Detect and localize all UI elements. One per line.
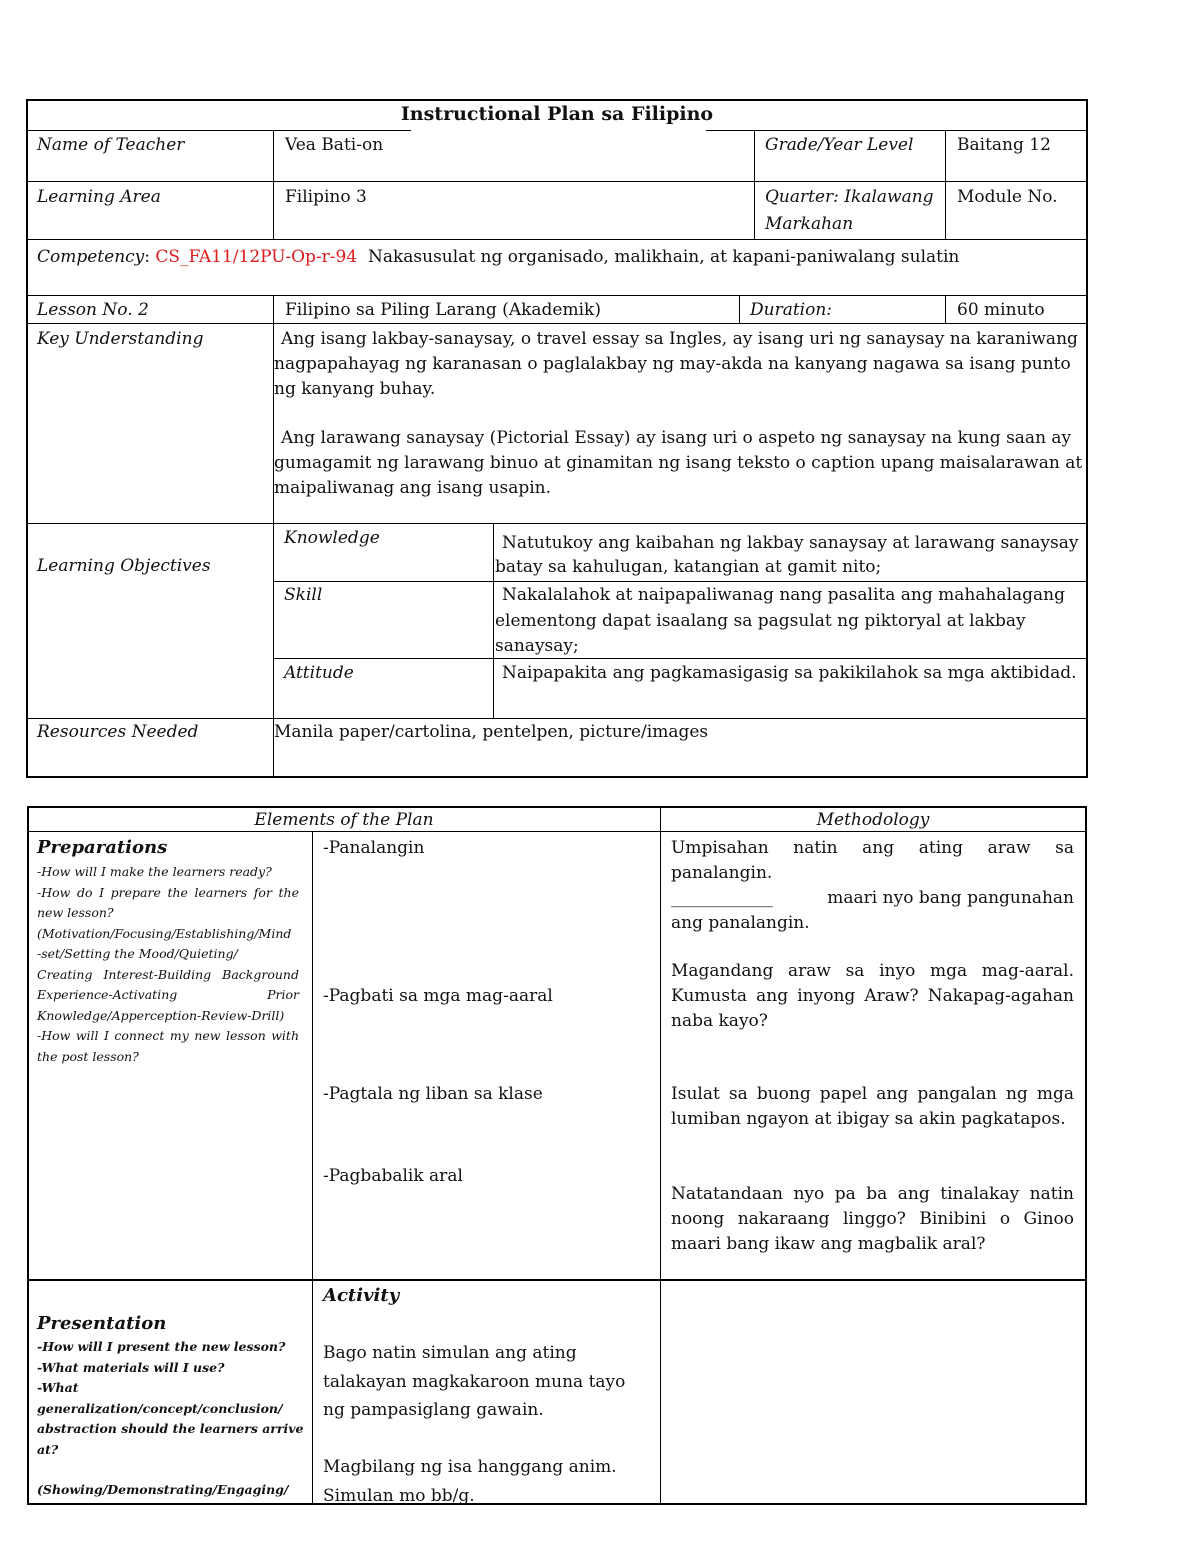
- knowledge-text: Natutukoy ang kaibahan ng lakbay sanaysay at larawang sanaysay: [502, 533, 1079, 553]
- grade-label: Grade/Year Level: [765, 135, 914, 155]
- key-p1-line: nagpapahayag ng karanasan o paglalakbay ng may-akda na kanyang nagawa sa isang punto: [274, 354, 1071, 374]
- prep-note: -set/Setting the Mood/Quieting/: [37, 946, 238, 961]
- pres-note: abstraction should the learners arrive: [37, 1421, 304, 1436]
- knowledge-text: batay sa kahulugan, katangian at gamit nito;: [495, 557, 882, 577]
- learning-area-label: Learning Area: [37, 187, 161, 207]
- duration-value: 60 minuto: [957, 300, 1045, 320]
- step-panalangin: -Panalangin: [323, 838, 425, 858]
- methodology-header: Methodology: [816, 810, 930, 830]
- methodology-greeting: [671, 959, 1074, 1034]
- plan-title: Instructional Plan sa Filipino: [400, 103, 714, 125]
- method-line: naba kayo?: [671, 1011, 768, 1031]
- teacher-label: Name of Teacher: [37, 135, 185, 155]
- pres-note: -How will I present the new lesson?: [37, 1339, 286, 1354]
- presentation-title: Presentation: [37, 1313, 167, 1334]
- preparations-title: Preparations: [37, 837, 168, 858]
- lesson-value: Filipino sa Piling Larang (Akademik): [285, 300, 601, 320]
- key-p2-line: maipaliwanag ang isang usapin.: [274, 478, 552, 498]
- activity-line: Magbilang ng isa hanggang anim.: [323, 1457, 617, 1477]
- prep-note: -How do I prepare the learners for the: [37, 884, 299, 900]
- prep-note: -How will I connect my new lesson with: [37, 1028, 299, 1043]
- prep-note: Experience-Activating Prior: [37, 987, 299, 1002]
- method-line: panalangin.: [671, 863, 773, 883]
- teacher-value: Vea Bati-on: [285, 135, 384, 155]
- step-pagbati: -Pagbati sa mga mag-aaral: [323, 986, 553, 1006]
- competency-text: Nakasusulat ng organisado, malikhain, at kapani-paniwalang sulatin: [367, 247, 960, 267]
- attitude-text: Naipapakita ang pagkamasigasig sa pakikilahok sa mga aktibidad.: [502, 663, 1077, 683]
- activity-line: [323, 1425, 625, 1454]
- presentation-notes: [37, 1337, 304, 1501]
- quarter-label: Quarter: Ikalawang: [765, 187, 934, 207]
- prep-note: (Motivation/Focusing/Establishing/Mind: [37, 925, 292, 941]
- duration-label: Duration:: [750, 300, 833, 320]
- grade-value: Baitang 12: [957, 135, 1051, 155]
- method-line: noong nakaraang linggo? Binibini o Ginoo: [671, 1209, 1074, 1229]
- method-line: Kumusta ang inyong Araw? Nakapag-agahan: [671, 986, 1074, 1006]
- key-p2-line: gumagamit ng larawang binuo at ginamitan ng isang teksto o caption upang maisalarawan at: [274, 453, 1083, 473]
- method-line: maari bang ikaw ang magbalik aral?: [671, 1234, 986, 1254]
- prep-note: the post lesson?: [37, 1048, 139, 1064]
- key-understanding-label: Key Understanding: [37, 329, 204, 349]
- competency: [37, 245, 959, 270]
- activity-line: ng pampasiglang gawain.: [323, 1400, 544, 1420]
- method-line: Umpisahan natin ang ating araw sa: [671, 838, 1074, 858]
- step-pagtala: -Pagtala ng liban sa klase: [323, 1084, 543, 1104]
- lesson-label: Lesson No. 2: [37, 300, 149, 320]
- knowledge-label: Knowledge: [284, 528, 380, 548]
- resources-value: Manila paper/cartolina, pentelpen, picture/images: [274, 722, 709, 742]
- prep-note: -How will I make the learners ready?: [37, 864, 272, 879]
- methodology-review: [671, 1182, 1074, 1257]
- prep-notes: [37, 862, 299, 1067]
- method-line: Magandang araw sa inyo mga mag-aaral.: [671, 961, 1074, 981]
- blank-line: ____________: [671, 888, 773, 908]
- activity-title: Activity: [323, 1285, 400, 1306]
- method-line: Natatandaan nyo pa ba ang tinalakay natin: [671, 1184, 1074, 1204]
- activity-line: Bago natin simulan ang ating: [323, 1343, 577, 1363]
- pres-note: (Showing/Demonstrating/Engaging/: [37, 1482, 289, 1497]
- quarter-label-2: Markahan: [765, 214, 854, 234]
- method-line-rest: maari nyo bang pangunahan: [827, 888, 1074, 908]
- methodology-prayer: [671, 836, 1074, 936]
- competency-colon: :: [144, 247, 151, 267]
- step-pagbabalik-aral: -Pagbabalik aral: [323, 1166, 463, 1186]
- pres-note: -What: [37, 1380, 79, 1395]
- competency-label: Competency: [37, 247, 145, 267]
- methodology-attendance: [671, 1082, 1074, 1132]
- method-line: ang panalangin.: [671, 913, 810, 933]
- pres-note: -What materials will I use?: [37, 1359, 225, 1375]
- activity-line: Simulan mo bb/g.: [323, 1485, 475, 1506]
- module-label: Module No.: [957, 187, 1058, 207]
- competency-code: CS_FA11/12PU-Op-r-94: [155, 247, 358, 267]
- prep-note: Knowledge/Apperception-Review-Drill): [37, 1007, 285, 1023]
- method-line: [671, 886, 1074, 911]
- prep-note: Creating Interest-Building Background: [37, 966, 299, 982]
- key-p2-line: Ang larawang sanaysay (Pictorial Essay) ay isang uri o aspeto ng sanaysay na kung saan ay: [281, 428, 1072, 448]
- skill-text: Nakalalahok at naipapaliwanag nang pasalita ang mahahalagang: [502, 585, 1065, 605]
- method-line: Isulat sa buong papel ang pangalan ng mga: [671, 1084, 1074, 1104]
- prep-note: new lesson?: [37, 905, 114, 920]
- key-p1-line: Ang isang lakbay-sanaysay, o travel essay sa Ingles, ay isang uri ng sanaysay na karaniwang: [281, 329, 1078, 349]
- learning-area-value: Filipino 3: [285, 187, 367, 207]
- learning-objectives-label: Learning Objectives: [37, 556, 211, 576]
- skill-text: elementong dapat isaalang sa pagsulat ng piktoryal at lakbay: [495, 611, 1026, 631]
- activity-text: [323, 1339, 625, 1510]
- pres-note: generalization/concept/conclusion/: [37, 1400, 283, 1416]
- pres-note: [37, 1460, 299, 1480]
- key-p1-line: ng kanyang buhay.: [274, 379, 436, 399]
- pres-note: at?: [37, 1441, 59, 1457]
- skill-label: Skill: [284, 585, 323, 605]
- skill-text: sanaysay;: [495, 636, 579, 656]
- attitude-label: Attitude: [284, 663, 354, 683]
- activity-line: talakayan magkakaroon muna tayo: [323, 1371, 626, 1392]
- resources-label: Resources Needed: [37, 722, 199, 742]
- elements-header: Elements of the Plan: [254, 810, 434, 830]
- method-line: lumiban ngayon at ibigay sa akin pagkatapos.: [671, 1109, 1066, 1129]
